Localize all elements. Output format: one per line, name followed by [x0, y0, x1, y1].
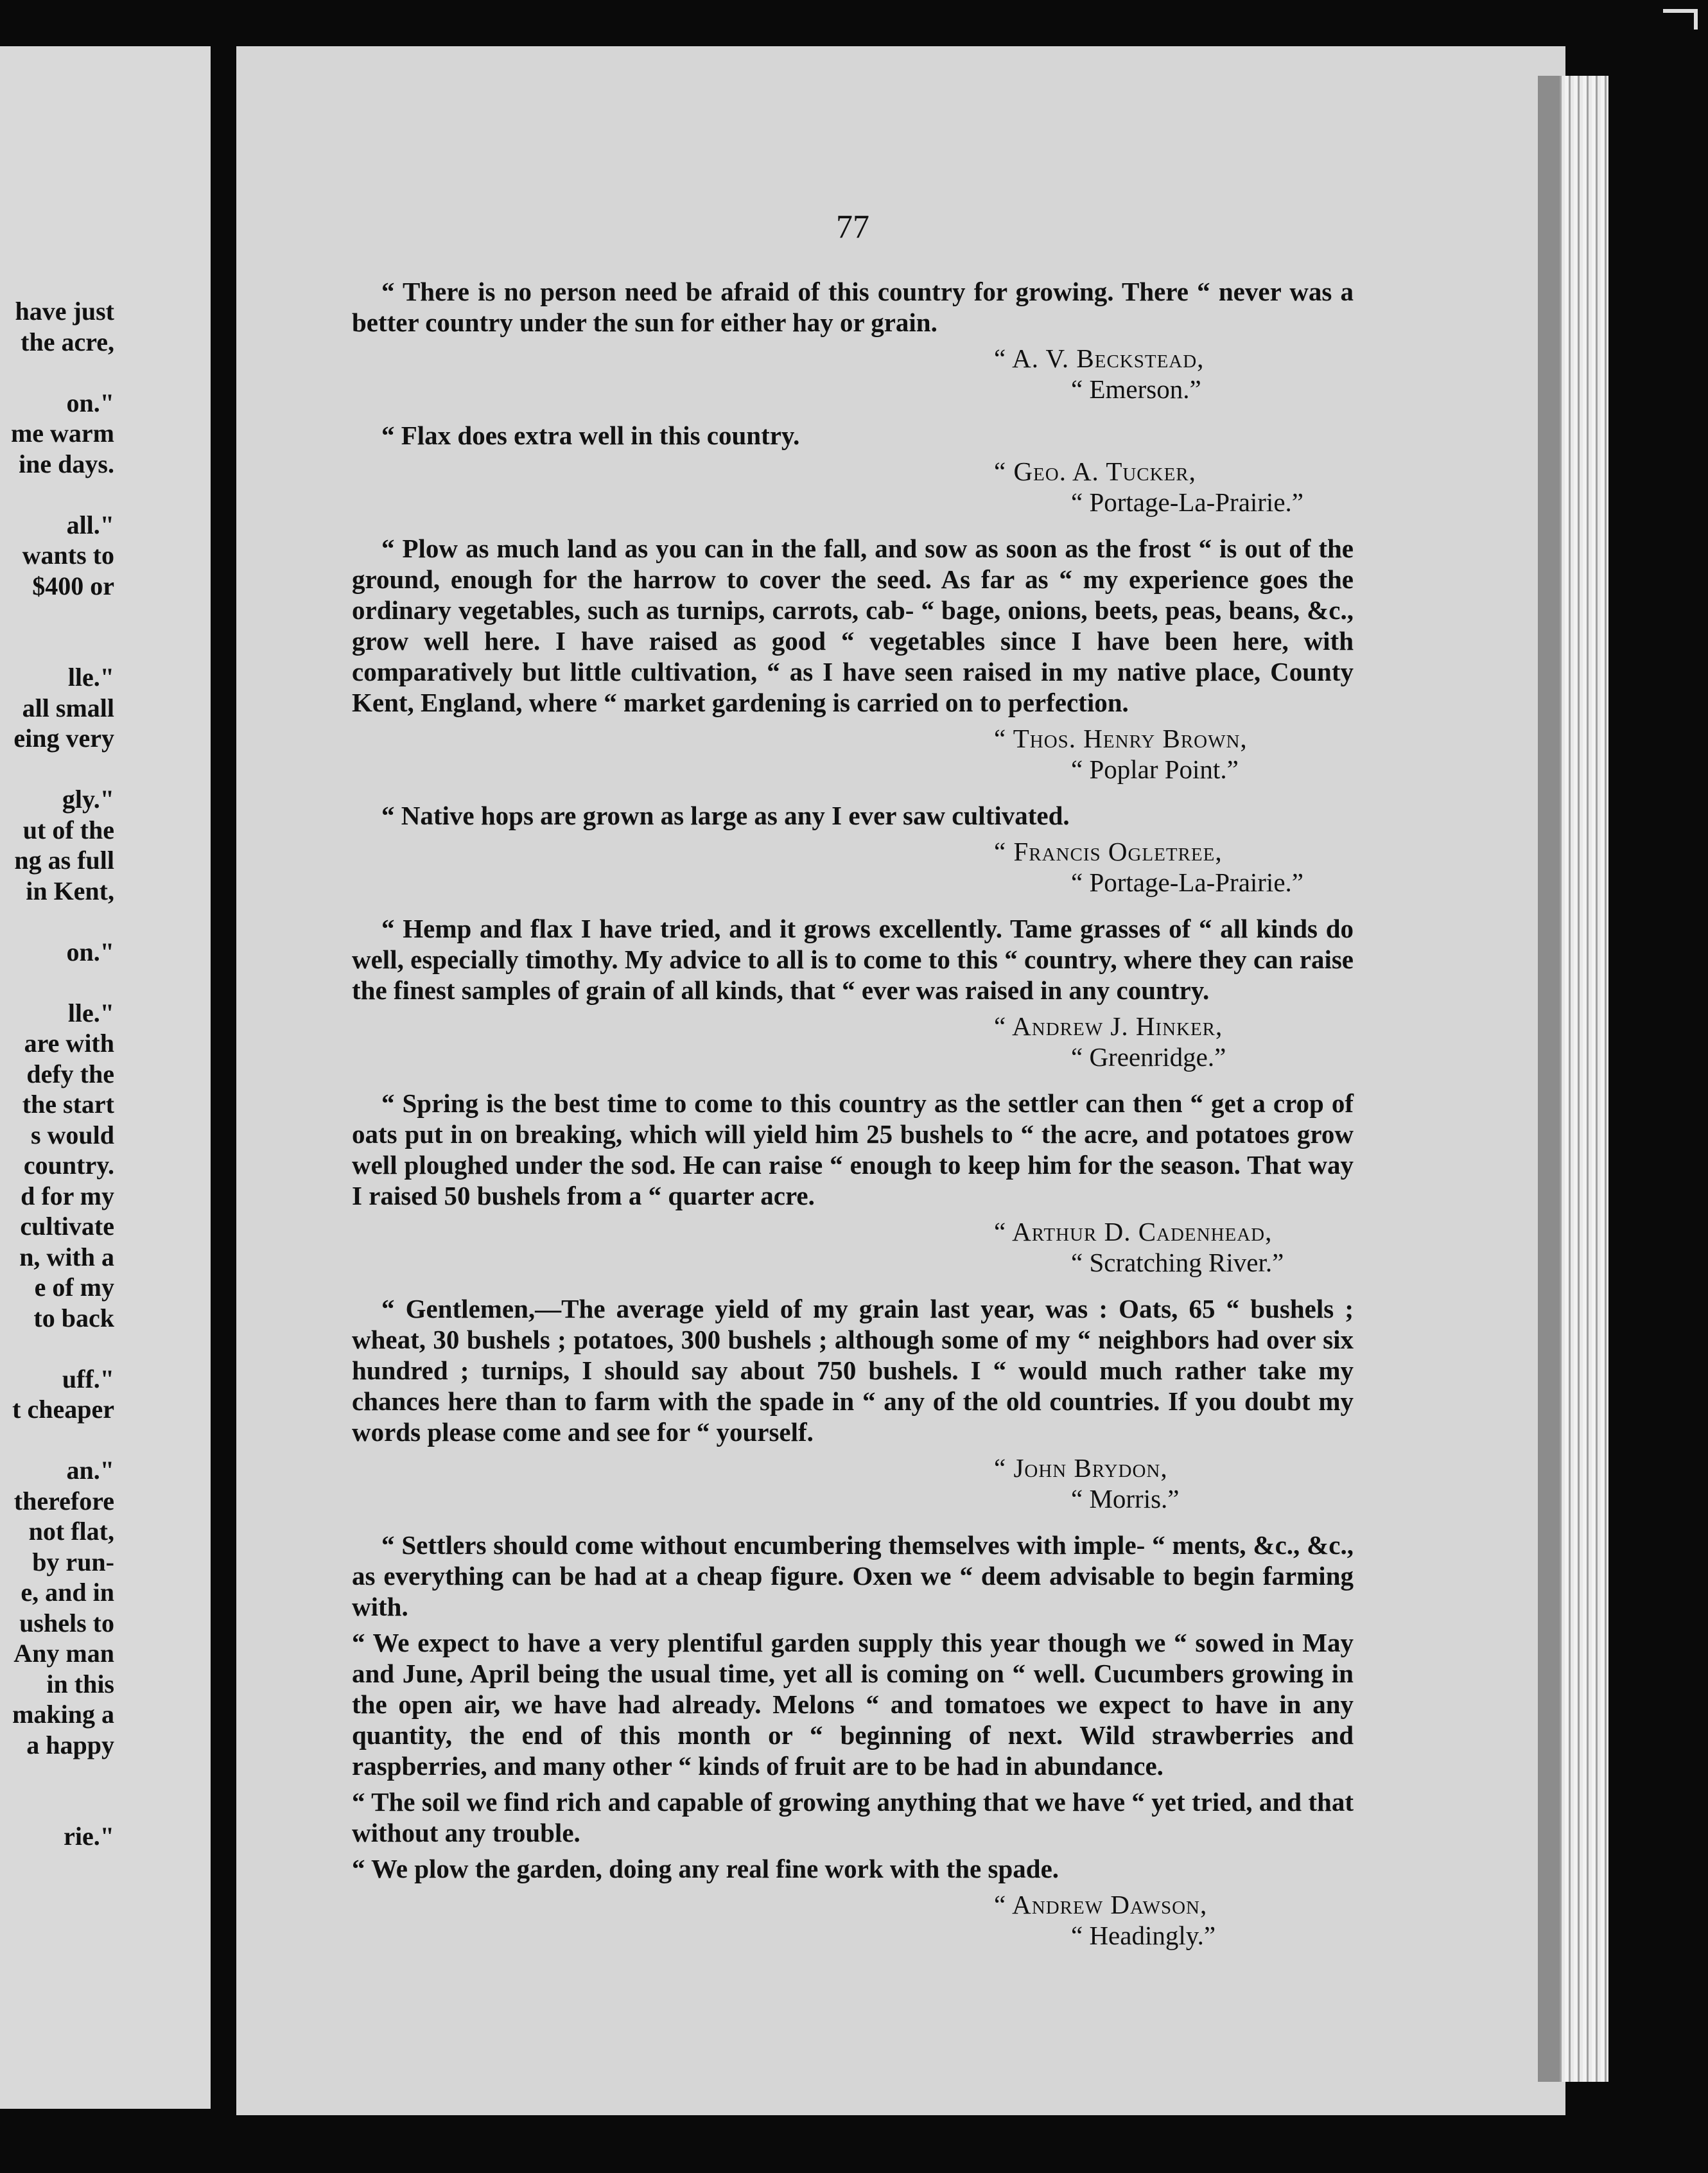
facing-page-line: ine days.: [19, 449, 114, 478]
signature-place: “ Headingly.”: [1071, 1921, 1216, 1950]
testimonial-list: [352, 276, 1354, 1951]
facing-page-line: me warm: [10, 419, 114, 448]
testimonial-text: “ We expect to have a very plentiful garden supply this year though we “ sowed in May and June, April being the usual time, yet all is coming on “ well. Cucumbers growing in the open air, we have had already. Melons “ and tomatoes we expect to have in any quantity, the end of this month or “ beginning of next. Wild strawberries and raspberries, and many other “ kinds of fruit are to be had in abundance.: [352, 1628, 1354, 1781]
facing-page-line: a happy: [26, 1730, 114, 1759]
testimonial: [352, 1088, 1354, 1278]
testimonial-text: “ Spring is the best time to come to this country as the settler can then “ get a crop of oats put in on breaking, which will yield him 25 bushels to “ the acre, and potatoes grow well ploughed under the sod. He can raise “ enough to keep him for the season. That way I raised 50 bushels from a “ quarter acre.: [352, 1088, 1354, 1210]
testimonial: [352, 533, 1354, 785]
facing-page-line: Any man: [13, 1639, 114, 1668]
facing-page-line: uff.": [62, 1364, 114, 1393]
testimonial-text: “ Plow as much land as you can in the fall, and sow as soon as the frost “ is out of the ground, enough for the harrow to cover the seed. As far as “ my experience goes the ordinary vegetables, such as turnips, carrots, cab- “ bage, onions, beets, peas, beans, &c., grow well here. I have raised as good “ vegetables since I have been here, with comparatively but little cultivation, “ as I have seen raised in my native place, County Kent, England, where “ market gardening is carried on to perfection.: [352, 534, 1354, 717]
facing-page-line: making a: [12, 1700, 114, 1729]
testimonial: [352, 800, 1354, 898]
signature-name-text: “ Thos. Henry Brown,: [994, 724, 1248, 753]
facing-page-line: n, with a: [19, 1242, 114, 1271]
facing-page-line: on.": [66, 937, 114, 966]
facing-page-line: cultivate: [20, 1212, 114, 1241]
facing-page-line: $400 or: [32, 571, 114, 600]
facing-page-line: gly.": [62, 785, 114, 814]
facing-page-line: the start: [22, 1090, 114, 1119]
signature-name: [352, 1011, 1354, 1042]
testimonial-text: “ Settlers should come without encumbering themselves with imple- “ ments, &c., &c., as everything can be had at a cheap figure. Oxen we “ deem advisable to begin farming with.: [352, 1530, 1354, 1621]
facing-page-line: on.": [66, 388, 114, 417]
facing-page-line: are with: [24, 1029, 114, 1058]
testimonial: [352, 913, 1354, 1072]
page-text: [352, 209, 1354, 1966]
facing-page-line: lle.": [67, 998, 114, 1027]
testimonial-text: “ We plow the garden, doing any real fine work with the spade.: [352, 1854, 1059, 1883]
signature-place: “ Poplar Point.”: [1071, 755, 1239, 784]
signature-place: “ Scratching River.”: [1071, 1248, 1284, 1277]
facing-page-line: in Kent,: [26, 876, 114, 905]
signature-name: [352, 723, 1354, 754]
signature-name: [352, 456, 1354, 487]
testimonial: [352, 420, 1354, 518]
signature-name-text: “ Geo. A. Tucker,: [994, 457, 1196, 486]
facing-page-line: country.: [23, 1151, 114, 1180]
facing-page-line: therefore: [13, 1486, 114, 1515]
facing-page-line: rie.": [64, 1822, 114, 1851]
facing-page-line: lle.": [67, 663, 114, 692]
signature-name-text: “ Andrew J. Hinker,: [994, 1011, 1223, 1041]
facing-page-line: eing very: [13, 724, 114, 753]
testimonial: [352, 276, 1354, 405]
testimonial-text: “ Native hops are grown as large as any I ever saw cultivated.: [381, 801, 1070, 830]
signature-place: “ Portage-La-Prairie.”: [1071, 868, 1303, 897]
testimonial-text: “ Gentlemen,—The average yield of my grain last year, was : Oats, 65 “ bushels ; wheat, 30 bushels ; potatoes, 300 bushels ; although some of my “ neighbors had over six hundred ; turnips, I should say about 750 bushels. I “ would much rather take my chances here than to farm with the spade in “ any of the old countries. If you doubt my words please come and see for “ yourself.: [352, 1294, 1354, 1447]
signature-name-text: “ Andrew Dawson,: [994, 1890, 1208, 1919]
testimonial-text: “ There is no person need be afraid of this country for growing. There “ never was a better country under the sun for either hay or grain.: [352, 277, 1354, 337]
page-number: 77: [836, 209, 869, 245]
facing-page-line: d for my: [21, 1181, 114, 1210]
signature-name: [352, 1453, 1354, 1483]
facing-page-line: wants to: [22, 541, 114, 570]
facing-page-line: the acre,: [21, 327, 114, 356]
facing-page-line: ng as full: [14, 846, 114, 875]
signature-name-text: “ A. V. Beckstead,: [994, 344, 1205, 373]
facing-page-line: an.": [66, 1456, 114, 1485]
signature-place: “ Portage-La-Prairie.”: [1071, 487, 1303, 517]
signature-name: [352, 1216, 1354, 1247]
page-edge-shadow: [1538, 76, 1560, 2082]
signature-name: [352, 836, 1354, 867]
testimonial-text: “ The soil we find rich and capable of growing anything that we have “ yet tried, and that without any trouble.: [352, 1787, 1354, 1847]
facing-page-line: not flat,: [28, 1517, 114, 1546]
signature-place: “ Emerson.”: [1071, 374, 1201, 404]
facing-page-fragment: [0, 46, 211, 2109]
testimonial-text: “ Flax does extra well in this country.: [381, 421, 800, 450]
signature-name: [352, 1889, 1354, 1920]
facing-page-line: defy the: [26, 1059, 114, 1088]
signature-name-text: “ John Brydon,: [994, 1453, 1168, 1483]
facing-page-line: have just: [15, 297, 114, 326]
facing-page-line: e, and in: [21, 1578, 114, 1607]
facing-page-line: t cheaper: [12, 1395, 114, 1424]
signature-name-text: “ Francis Ogletree,: [994, 837, 1223, 866]
facing-page-line: e of my: [34, 1273, 114, 1302]
facing-page-line: all small: [22, 693, 114, 722]
facing-page-line: s would: [30, 1120, 114, 1149]
signature-name: [352, 343, 1354, 374]
signature-name-text: “ Arthur D. Cadenhead,: [994, 1217, 1273, 1246]
facing-page-line: to back: [33, 1303, 114, 1332]
facing-page-line: in this: [46, 1669, 114, 1698]
corner-mark: [1663, 9, 1698, 30]
signature-place: “ Morris.”: [1071, 1484, 1180, 1514]
testimonial: [352, 1530, 1354, 1951]
testimonial: [352, 1293, 1354, 1514]
signature-place: “ Greenridge.”: [1071, 1042, 1226, 1072]
facing-page-line: ushels to: [19, 1608, 114, 1637]
facing-page-line: all.": [66, 510, 114, 539]
testimonial-text: “ Hemp and flax I have tried, and it grows excellently. Tame grasses of “ all kinds do well, especially timothy. My advice to all is to come to this “ country, where they can raise the finest samples of grain of all kinds, that “ ever was raised in any country.: [352, 914, 1354, 1005]
facing-page-line: ut of the: [22, 815, 114, 844]
facing-page-line: by run-: [32, 1547, 114, 1576]
